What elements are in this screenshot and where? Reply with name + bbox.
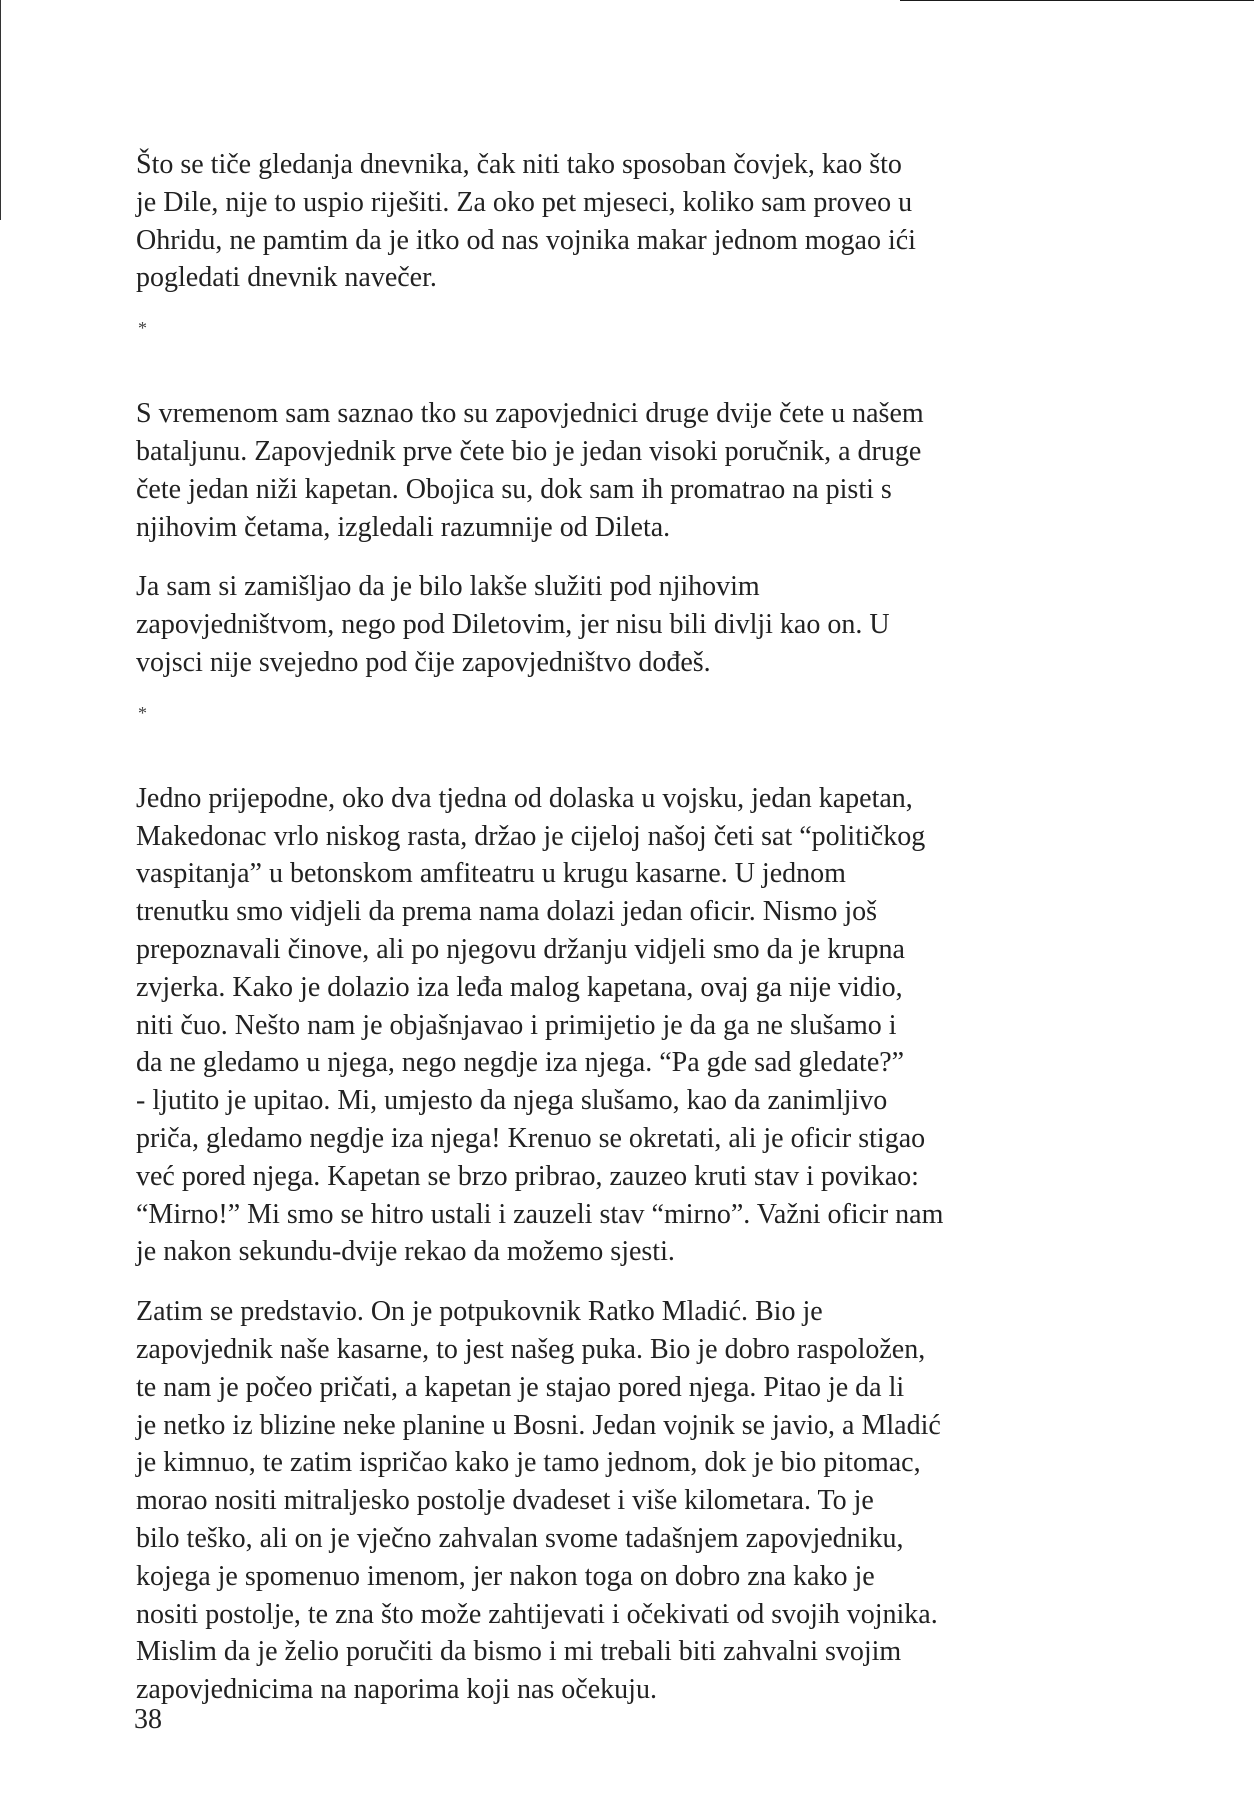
text-line: njihovim četama, izgledali razumnije od Dileta. (136, 511, 671, 543)
text-line: čete jedan niži kapetan. Obojica su, dok sam ih promatrao na pisti s (136, 473, 892, 505)
text-line: Makedonac vrlo niskog rasta, držao je cijeloj našoj četi sat “političkog (136, 820, 926, 852)
text-line: je nakon sekundu-dvije rekao da možemo sjesti. (136, 1236, 675, 1268)
text-line: već pored njega. Kapetan se brzo pribrao, zauzeo kruti stav i povikao: (136, 1160, 919, 1192)
text-line: Što se tiče gledanja dnevnika, čak niti tako sposoban čovjek, kao što (136, 149, 902, 180)
section-separator: * (138, 702, 147, 723)
text-line: niti čuo. Nešto nam je objašnjavao i primijetio je da ga ne slušamo i (136, 1009, 897, 1041)
text-line: kojega je spomenuo imenom, jer nakon toga on dobro zna kako je (136, 1560, 875, 1592)
text-line: Ohridu, ne pamtim da je itko od nas vojnika makar jednom mogao ići (136, 224, 916, 256)
text-line: je kimnuo, te zatim ispričao kako je tamo jednom, dok je bio pitomac, (136, 1447, 921, 1479)
text-line: zapovjednicima na naporima koji nas očekuju. (136, 1674, 657, 1706)
paragraph (136, 395, 1136, 546)
text-line: te nam je počeo pričati, a kapetan je stajao pored njega. Pitao je da li (136, 1371, 905, 1403)
page-edge-top (900, 0, 1254, 1)
text-line: bilo teško, ali on je vječno zahvalan svome tadašnjem zapovjedniku, (136, 1522, 904, 1554)
text-line: zvjerka. Kako je dolazio iza leđa malog kapetana, ovaj ga nije vidio, (136, 971, 903, 1003)
text-line: morao nositi mitraljesko postolje dvadeset i više kilometara. To je (136, 1485, 874, 1517)
text-line: je netko iz blizine neke planine u Bosni. Jedan vojnik se javio, a Mladić (136, 1409, 941, 1441)
page-body (136, 146, 1136, 1731)
text-line: Ja sam si zamišljao da je bilo lakše služiti pod njihovim (136, 571, 760, 603)
text-line: prepoznavali činove, ali po njegovu držanju vidjeli smo da je krupna (136, 933, 905, 965)
text-line: “Mirno!” Mi smo se hitro ustali i zauzeli stav “mirno”. Važni oficir nam (136, 1198, 944, 1230)
paragraph (136, 780, 1136, 1271)
text-line: nositi postolje, te zna što može zahtijevati i očekivati od svojih vojnika. (136, 1598, 938, 1630)
text-line: priča, gledamo negdje iza njega! Krenuo se okretati, ali je oficir stigao (136, 1122, 926, 1154)
section-separator: * (138, 318, 147, 339)
text-line: pogledati dnevnik navečer. (136, 262, 437, 294)
page-edge-left (0, 0, 1, 220)
text-line: - ljutito je upitao. Mi, umjesto da njega slušamo, kao da zanimljivo (136, 1085, 888, 1117)
text-line: Jedno prijepodne, oko dva tjedna od dolaska u vojsku, jedan kapetan, (136, 782, 913, 814)
text-line: Zatim se predstavio. On je potpukovnik Ratko Mladić. Bio je (136, 1296, 823, 1328)
paragraph (136, 568, 1136, 681)
text-line: trenutku smo vidjeli da prema nama dolazi jedan oficir. Nismo još (136, 896, 878, 928)
text-line: da ne gledamo u njega, nego negdje iza njega. “Pa gde sad gledate?” (136, 1047, 905, 1079)
text-line: bataljunu. Zapovjednik prve čete bio je jedan visoki poručnik, a druge (136, 435, 922, 467)
paragraph (136, 146, 1136, 297)
text-line: S vremenom sam saznao tko su zapovjednici druge dvije čete u našem (136, 398, 924, 430)
page-number: 38 (134, 1704, 162, 1735)
text-line: je Dile, nije to uspio riješiti. Za oko pet mjeseci, koliko sam proveo u (136, 186, 913, 218)
paragraph (136, 1293, 1136, 1709)
text-line: vaspitanja” u betonskom amfiteatru u krugu kasarne. U jednom (136, 858, 846, 890)
text-line: zapovjednik naše kasarne, to jest našeg puka. Bio je dobro raspoložen, (136, 1333, 926, 1365)
text-line: zapovjedništvom, nego pod Diletovim, jer nisu bili divlji kao on. U (136, 609, 890, 641)
text-line: Mislim da je želio poručiti da bismo i mi trebali biti zahvalni svojim (136, 1636, 902, 1668)
text-line: vojsci nije svejedno pod čije zapovjedništvo dođeš. (136, 646, 711, 678)
